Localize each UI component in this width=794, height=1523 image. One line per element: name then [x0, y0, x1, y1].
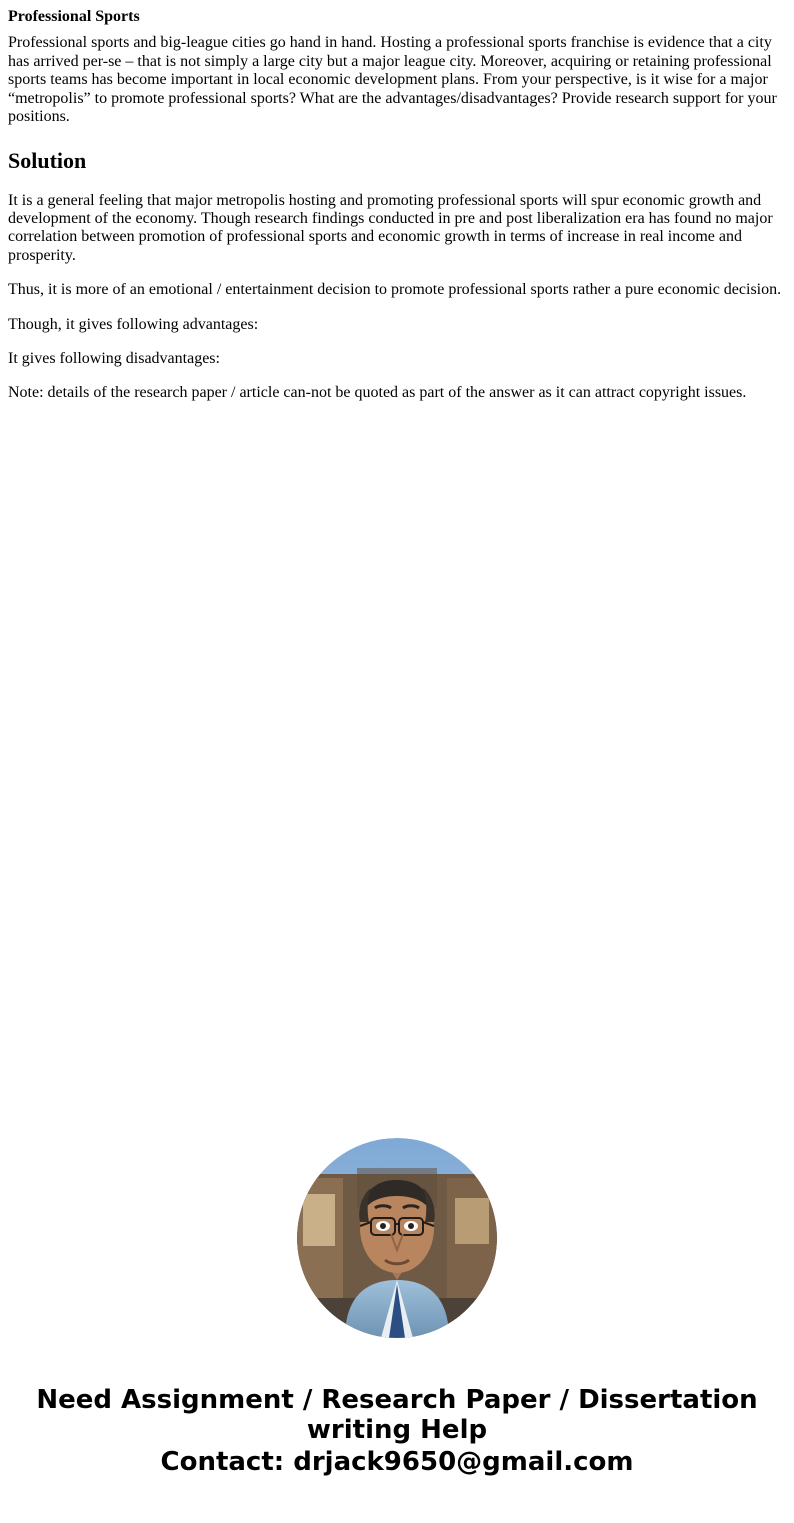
avatar-container [8, 1138, 786, 1338]
footer-headline: Need Assignment / Research Paper / Dissertation writing Help [36, 1384, 758, 1445]
solution-paragraph-4: It gives following disadvantages: [8, 349, 220, 367]
footer-contact: Contact: drjack9650@gmail.com [160, 1446, 634, 1477]
content-spacer [8, 403, 786, 1138]
footer [8, 1386, 786, 1478]
section-heading-solution: Solution [8, 148, 87, 174]
solution-paragraph-2: Thus, it is more of an emotional / entertainment decision to promote professional sports rather a pure economic decision. [8, 281, 782, 299]
intro-paragraph: Professional sports and big-league cities go hand in hand. Hosting a professional sports franchise is evidence that a city has arrived per-se – that is not simply a large city but a major league city. Moreover, acquiring or retaining professional sports teams has become important in local economic development plans. From your perspective, is it wise for a major “metropolis” to promote professional sports? What are the advantages/disadvantages? Provide research support for your positions. [8, 34, 777, 125]
avatar [297, 1138, 497, 1338]
solution-paragraph-3: Though, it gives following advantages: [8, 315, 259, 333]
solution-paragraph-5: Note: details of the research paper / article can-not be quoted as part of the answer as it can attract copyright issues. [8, 384, 747, 402]
page-title: Professional Sports [8, 8, 140, 25]
solution-paragraph-1: It is a general feeling that major metropolis hosting and promoting professional sports will spur economic growth and development of the economy. Though research findings conducted in pre and post liberalization era has found no major correlation between promotion of professional sports and economic growth in terms of increase in real income and prosperity. [8, 191, 773, 264]
